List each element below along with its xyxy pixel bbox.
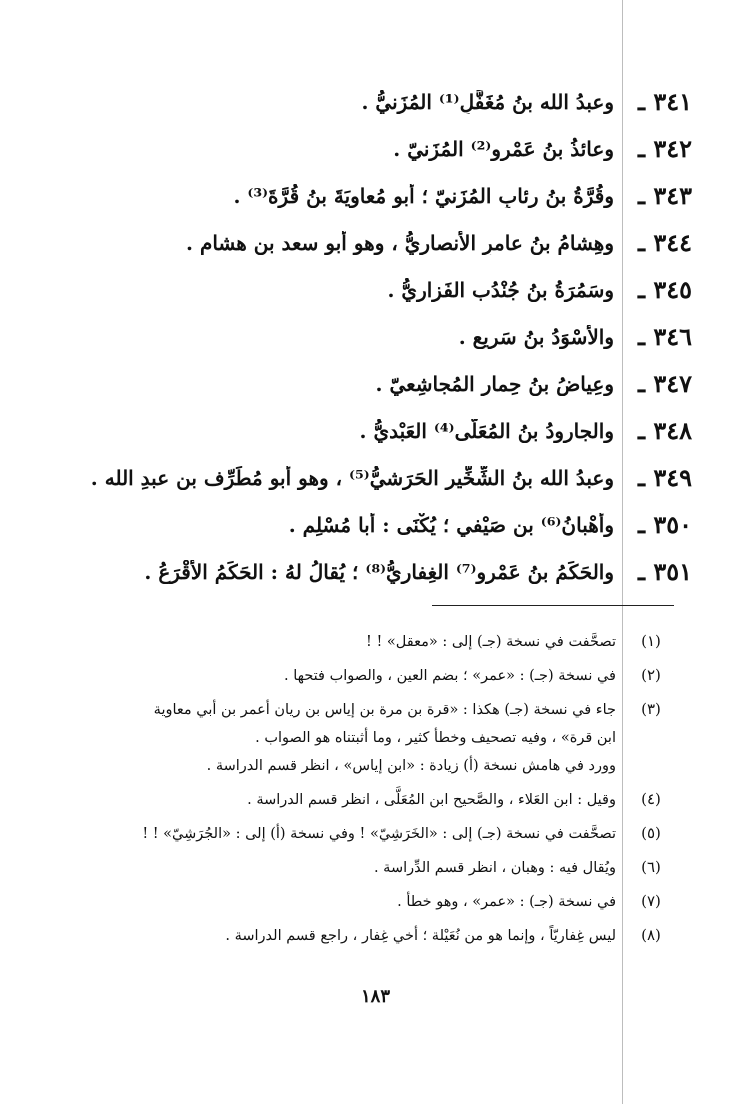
footnote-line: وورد في هامش نسخة (أ) زيادة : «ابن إياس» ، انظر قسم الدراسة . <box>206 758 616 774</box>
footnote-6 <box>40 854 686 882</box>
entry-345 <box>60 266 692 313</box>
entry-number: ٣٤٨ ـ <box>637 416 692 445</box>
entry-number: ٣٤٥ ـ <box>637 275 692 304</box>
entry-349 <box>60 454 692 501</box>
footnote-8 <box>40 922 686 950</box>
entry-text: والأسْوَدُ بنُ سَريع . <box>458 324 614 349</box>
entry-number: ٣٤٤ ـ <box>637 228 692 257</box>
entry-number: ٣٤٩ ـ <box>637 463 692 492</box>
entry-348 <box>60 407 692 454</box>
footnote-1 <box>40 628 686 656</box>
entry-351 <box>60 548 692 595</box>
entry-number: ٣٤٢ ـ <box>637 134 692 163</box>
entry-number: ٣٤٧ ـ <box>637 369 692 398</box>
footnote-3 <box>40 696 686 780</box>
footnote-line: وقيل : ابن العَلاء ، والصَّحيح ابن المُعَلَّى ، انظر قسم الدراسة . <box>247 792 616 808</box>
footnote-number: (٥) <box>641 824 661 842</box>
entry-346 <box>60 313 692 360</box>
entries-list <box>60 78 692 595</box>
footnote-number: (١) <box>641 632 661 650</box>
footnote-number: (٤) <box>641 790 661 808</box>
entry-text: وعِياضُ بنُ حِمار المُجاشِعيّ . <box>375 371 614 396</box>
footnote-line: ليس غِفاريّاً ، وإنما هو من نُعَيْلة ؛ أخي غِفار ، راجع قسم الدراسة . <box>225 928 616 944</box>
footnote-4 <box>40 786 686 814</box>
entry-text: والحَكَمُ بنُ عَمْرو⁽⁷⁾ الغِفاريُّ⁽⁸⁾ ؛ يُقالُ لهُ : الحَكَمُ الأقْرَعُ . <box>144 559 614 584</box>
footnotes-list <box>40 628 686 956</box>
entry-number: ٣٤٣ ـ <box>637 181 692 210</box>
footnote-line: تصحَّفت في نسخة (جـ) إلى : «معقل» ! ! <box>366 634 616 650</box>
footnote-number: (٢) <box>641 666 661 684</box>
entry-341 <box>60 78 692 125</box>
footnote-line: ابن قرة» ، وفيه تصحيف وخطأ كثير ، وما أثبتناه هو الصواب . <box>255 730 616 746</box>
entry-350 <box>60 501 692 548</box>
footnote-line: في نسخة (جـ) : «عمر» ، وهو خطأ . <box>397 894 616 910</box>
footnote-line: تصحَّفت في نسخة (جـ) إلى : «الخَرَشِيّ» ! وفي نسخة (أ) إلى : «الجُرَشِيّ» ! ! <box>142 826 616 842</box>
entry-number: ٣٤٦ ـ <box>637 322 692 351</box>
entry-number: ٣٥٠ ـ <box>637 510 692 539</box>
entry-text: وأُهْبانُ⁽⁶⁾ بن صَيْفي ؛ يُكْنَى : أبا مُسْلِم . <box>288 512 614 537</box>
entry-text: وسَمُرَةُ بنُ جُنْدُب الفَزاريُّ . <box>387 277 614 302</box>
entry-text: وعبدُ الله بنُ الشِّخِّير الحَرَشيُّ⁽⁵⁾ ، وهو أبو مُطَرِّف بن عبدِ الله . <box>90 465 614 490</box>
entry-number: ٣٤١ ـ <box>637 87 692 116</box>
footnote-number: (٧) <box>641 892 661 910</box>
entry-text: وهِشامُ بنُ عامرٍ الأنصاريُّ ، وهو أبو سعد بن هشام . <box>186 230 614 255</box>
footnote-number: (٨) <box>641 926 661 944</box>
entry-344 <box>60 219 692 266</box>
page-number: ١٨٣ <box>360 986 390 1007</box>
entry-347 <box>60 360 692 407</box>
footnote-2 <box>40 662 686 690</box>
footnote-line: في نسخة (جـ) : «عمر» ؛ بضم العين ، والصواب فتحها . <box>284 668 616 684</box>
footnote-divider <box>432 605 674 606</box>
entry-text: وعائذُ بنُ عَمْرو⁽²⁾ المُزَنيّ . <box>393 136 614 161</box>
footnote-number: (٦) <box>641 858 661 876</box>
footnote-7 <box>40 888 686 916</box>
footnote-5 <box>40 820 686 848</box>
entry-text: وعبدُ الله بنُ مُغَفَّلٍ⁽¹⁾ المُزَنيُّ . <box>361 89 614 114</box>
entry-342 <box>60 125 692 172</box>
footnote-number: (٣) <box>641 700 661 718</box>
entry-text: وقُرَّةُ بنُ رِئابٍ المُزَنيّ ؛ أبو مُعاويَةَ بنُ قُرَّةَ⁽³⁾ . <box>233 183 614 208</box>
entry-text: والجارودُ بنُ المُعَلَّى⁽⁴⁾ العَبْديُّ . <box>359 418 614 443</box>
entry-number: ٣٥١ ـ <box>637 557 692 586</box>
entry-343 <box>60 172 692 219</box>
footnote-line: جاء في نسخة (جـ) هكذا : «قرة بن مرة بن إياس بن ريان أعمر بن أبي معاوية <box>153 702 616 718</box>
footnote-line: ويُقال فيه : وهبان ، انظر قسم الدِّراسة . <box>373 860 616 876</box>
